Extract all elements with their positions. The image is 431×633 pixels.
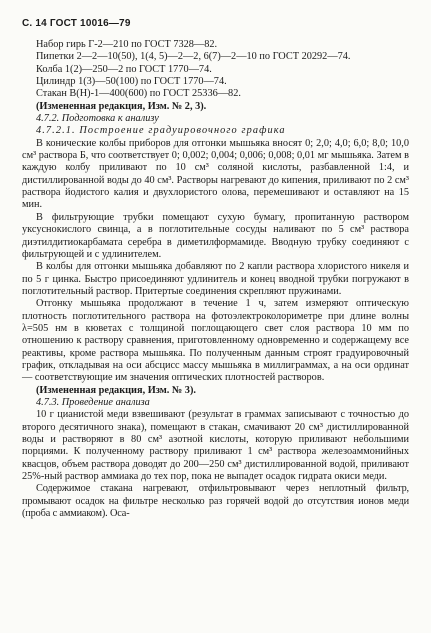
- paragraph-copper-cyanide: 10 г цианистой меди взвешивают (результат в граммах записывают с точностью до второго десятичного знака), помещают в стакан, смачивают 20 см³ дистиллированной воды и растворяют в 80 см³ азотной кислоты, которую приливают небольшими порциями. К полученному раствору приливают 1 см³ раствора железоаммонийных квасцов, объем раствора доводят до 200—250 см³ дистиллированной водой, приливают 25%-ный раствор аммиака до тех пор, пока не выпадет осадок гидрата окиси меди.: [22, 409, 409, 483]
- amendment-note: (Измененная редакция, Изм. № 2, 3).: [36, 100, 207, 112]
- equipment-cylinder: Цилиндр 1(3)—50(100) по ГОСТ 1770—74.: [36, 76, 227, 88]
- section-heading-preparation: 4.7.2. Подготовка к анализу: [36, 113, 159, 125]
- equipment-flask: Колба 1(2)—250—2 по ГОСТ 1770—74.: [36, 63, 212, 75]
- paragraph-filter-tubes: В фильтрующие трубки помещают сухую бумагу, пропитанную раствором уксуснокислого свинца, а в поглотительные сосуды наливают по 5 см³ раствора диэтилдитиокарбамата серебра в диметилформамиде. Вводную трубку соединяют с фильтрующей и с удлинителем.: [22, 211, 409, 260]
- equipment-weights: Набор гирь Г-2—210 по ГОСТ 7328—82.: [36, 39, 218, 50]
- amendment-note: (Измененная редакция, Изм. № 3).: [36, 384, 196, 396]
- paragraph-arsenic-flasks: В колбы для отгонки мышьяка добавляют по 2 капли раствора хлористого никеля и по 5 г цинка. Быстро присоединяют удлинитель и конец вводной трубки погружают в поглотительный раствор. Притертые соединения скрепляют пружинами.: [22, 261, 409, 297]
- equipment-beaker: Стакан В(Н)-1—400(600) по ГОСТ 25336—82.: [36, 88, 241, 100]
- equipment-pipettes: Пипетки 2—2—10(50), 1(4, 5)—2—2, 6(7)—2—10 по ГОСТ 20292—74.: [36, 51, 351, 63]
- paragraph-beaker-contents: Содержимое стакана нагревают, отфильтровывают через неплотный фильтр, промывают осадок на фильтре несколько раз горячей водой до отсутствия ионов меди (проба с аммиаком). Оса-: [22, 483, 409, 520]
- section-heading-calibration: 4.7.2.1. Построение градуировочного графика: [36, 125, 286, 137]
- section-heading-analysis: 4.7.3. Проведение анализа: [36, 396, 150, 408]
- paragraph-distillation: Отгонку мышьяка продолжают в течение 1 ч, затем измеряют оптическую плотность поглотительного раствора на фотоэлектроколориметре при длине волны λ=505 нм в кюветах с толщиной поглощающего свет слоя раствора 10 мм по отношению к раствору сравнения, приготовленному одновременно и содержащему все реактивы, кроме раствора мышьяка. По полученным данным строят градуировочный график, откладывая на оси абсцисс массу мышьяка в миллиграммах, а на оси ординат — соответствующие им значения оптических плотностей растворов.: [22, 298, 409, 384]
- paragraph-calibration-flasks: В конические колбы приборов для отгонки мышьяка вносят 0; 2,0; 4,0; 6,0; 8,0; 10,0 см³ раствора Б, что соответствует 0; 0,002; 0,004; 0,006; 0,008; 0,01 мг мышьяка. Затем в каждую колбу приливают по 10 см³ соляной кислоты, разбавленной 1:4, и дистиллированной воды до 40 см³. Растворы нагревают до кипения, приливают по 2 см³ раствора йодистого калия и двухлористого олова, перемешивают и оставляют на 15 мин.: [22, 137, 409, 211]
- page-header: С. 14 ГОСТ 10016—79: [22, 18, 131, 29]
- document-body: [22, 39, 409, 520]
